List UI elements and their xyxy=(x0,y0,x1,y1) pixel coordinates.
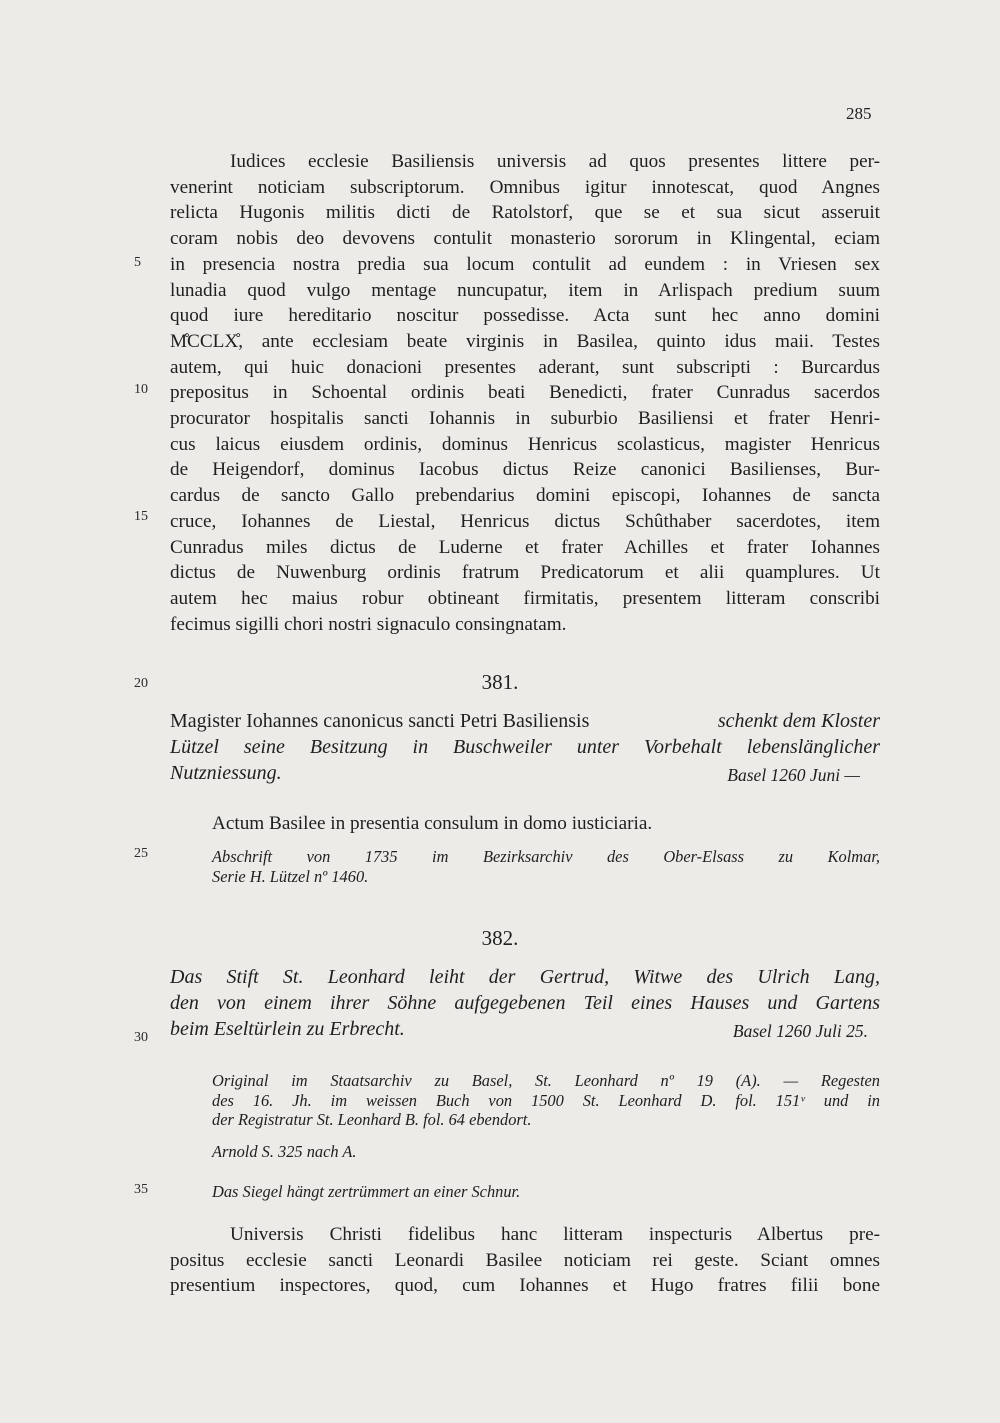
text-line: Universis Christi fidelibus hanc litteram inspecturis Albertus pre- xyxy=(230,1224,880,1245)
line-number-5: 5 xyxy=(134,255,141,270)
line-number-20: 20 xyxy=(134,676,148,691)
text-line: cardus de sancto Gallo prebendarius domini episcopi, Iohannes de sancta xyxy=(170,485,880,507)
regest-line: beim Eseltürlein zu Erbrecht. xyxy=(170,1018,405,1040)
text-block-382 xyxy=(170,1222,880,1299)
text-line: cus laicus eiusdem ordinis, dominus Henricus scolasticus, magister Henricus xyxy=(170,433,880,455)
regest-line: Das Stift St. Leonhard leiht der Gertrud, Witwe des Ulrich Lang, xyxy=(170,966,880,988)
text-block-380 xyxy=(170,149,880,637)
regest-381 xyxy=(170,708,880,788)
regest-line: Lützel seine Besitzung in Buschweiler unter Vorbehalt lebenslänglicher xyxy=(170,736,880,758)
text-line: de Heigendorf, dominus Iacobus dictus Reize canonici Basilienses, Bur- xyxy=(170,459,880,481)
text-line: Iudices ecclesie Basiliensis universis ad quos presentes littere per- xyxy=(230,151,880,172)
text-line: coram nobis deo devovens contulit monasterio sororum in Klingental, eciam xyxy=(170,228,880,250)
regest-italic-part: schenkt dem Kloster xyxy=(717,710,880,732)
regest-line: Nutzniessung. xyxy=(170,762,282,784)
source-note-381 xyxy=(212,847,880,886)
text-line: M̊CCLX̊, ante ecclesiam beate virginis in Basilea, quinto idus maii. Testes xyxy=(170,330,880,352)
source-line: des 16. Jh. im weissen Buch von 1500 St. Leonhard D. fol. 151ᵛ und in xyxy=(212,1090,880,1110)
text-line: relicta Hugonis militis dicti de Ratolstorf, que se et sua sicut asseruit xyxy=(170,202,880,224)
text-line: cruce, Iohannes de Liestal, Henricus dictus Schûthaber sacerdotes, item xyxy=(170,510,880,532)
text-line: dictus de Nuwenburg ordinis fratrum Predicatorum et alii quamplures. Ut xyxy=(170,562,880,584)
text-line: autem hec maius robur obtineant firmitatis, presentem litteram conscribi xyxy=(170,587,880,609)
source-line: der Registratur St. Leonhard B. fol. 64 ebendort. xyxy=(212,1110,532,1129)
line-number-35: 35 xyxy=(134,1182,148,1197)
text-line: presentium inspectores, quod, cum Iohannes et Hugo fratres filii bone xyxy=(170,1275,880,1297)
text-line: prepositus in Schoental ordinis beati Benedicti, frater Cunradus sacerdos xyxy=(170,382,880,404)
text-line: positus ecclesie sancti Leonardi Basilee noticiam rei geste. Sciant omnes xyxy=(170,1249,880,1271)
line-number-10: 10 xyxy=(134,382,148,397)
line-number-15: 15 xyxy=(134,509,148,524)
text-line: autem, qui huic donacioni presentes aderant, sunt subscripti : Burcardus xyxy=(170,356,880,378)
document-date: Basel 1260 Juni — xyxy=(727,765,860,785)
edition-note: Arnold S. 325 nach A. xyxy=(212,1142,357,1161)
text-line: fecimus sigilli chori nostri signaculo consingnatam. xyxy=(170,613,567,635)
regest-382 xyxy=(170,964,880,1044)
document-date: Basel 1260 Juli 25. xyxy=(732,1021,868,1041)
regest-roman-part: Magister Iohannes canonicus sancti Petri Basiliensis xyxy=(170,710,590,732)
line-number-25: 25 xyxy=(134,846,148,861)
text-line: Cunradus miles dictus de Luderne et frater Achilles et frater Iohannes xyxy=(170,536,880,558)
text-line: in presencia nostra predia sua locum contulit ad eundem : in Vriesen sex xyxy=(170,253,880,275)
text-line: lunadia quod vulgo mentage nuncupatur, item in Arlispach predium suum xyxy=(170,279,880,301)
document-number-381: 381. xyxy=(481,670,519,694)
page-number: 285 xyxy=(846,104,872,123)
document-number-382: 382. xyxy=(481,926,519,950)
source-line: Serie H. Lützel nº 1460. xyxy=(212,866,369,886)
source-line: Abschrift von 1735 im Bezirksarchiv des Ober-Elsass zu Kolmar, xyxy=(212,847,880,866)
text-line: venerint noticiam subscriptorum. Omnibus igitur innotescat, quod Angnes xyxy=(170,176,880,198)
text-line: quod iure hereditario noscitur possedisse. Acta sunt hec anno domini xyxy=(170,305,880,327)
seal-note: Das Siegel hängt zertrümmert an einer Schnur. xyxy=(212,1182,521,1201)
regest-line: den von einem ihrer Söhne aufgegebenen Teil eines Hauses und Gartens xyxy=(170,992,880,1014)
source-note-382 xyxy=(212,1071,880,1130)
line-number-30: 30 xyxy=(134,1030,148,1045)
document-text-381: Actum Basilee in presentia consulum in domo iusticiaria. xyxy=(212,813,653,834)
text-line: procurator hospitalis sancti Iohannis in suburbio Basiliensi et frater Henri- xyxy=(170,408,880,430)
source-line: Original im Staatsarchiv zu Basel, St. Leonhard nº 19 (A). — Regesten xyxy=(212,1071,880,1090)
